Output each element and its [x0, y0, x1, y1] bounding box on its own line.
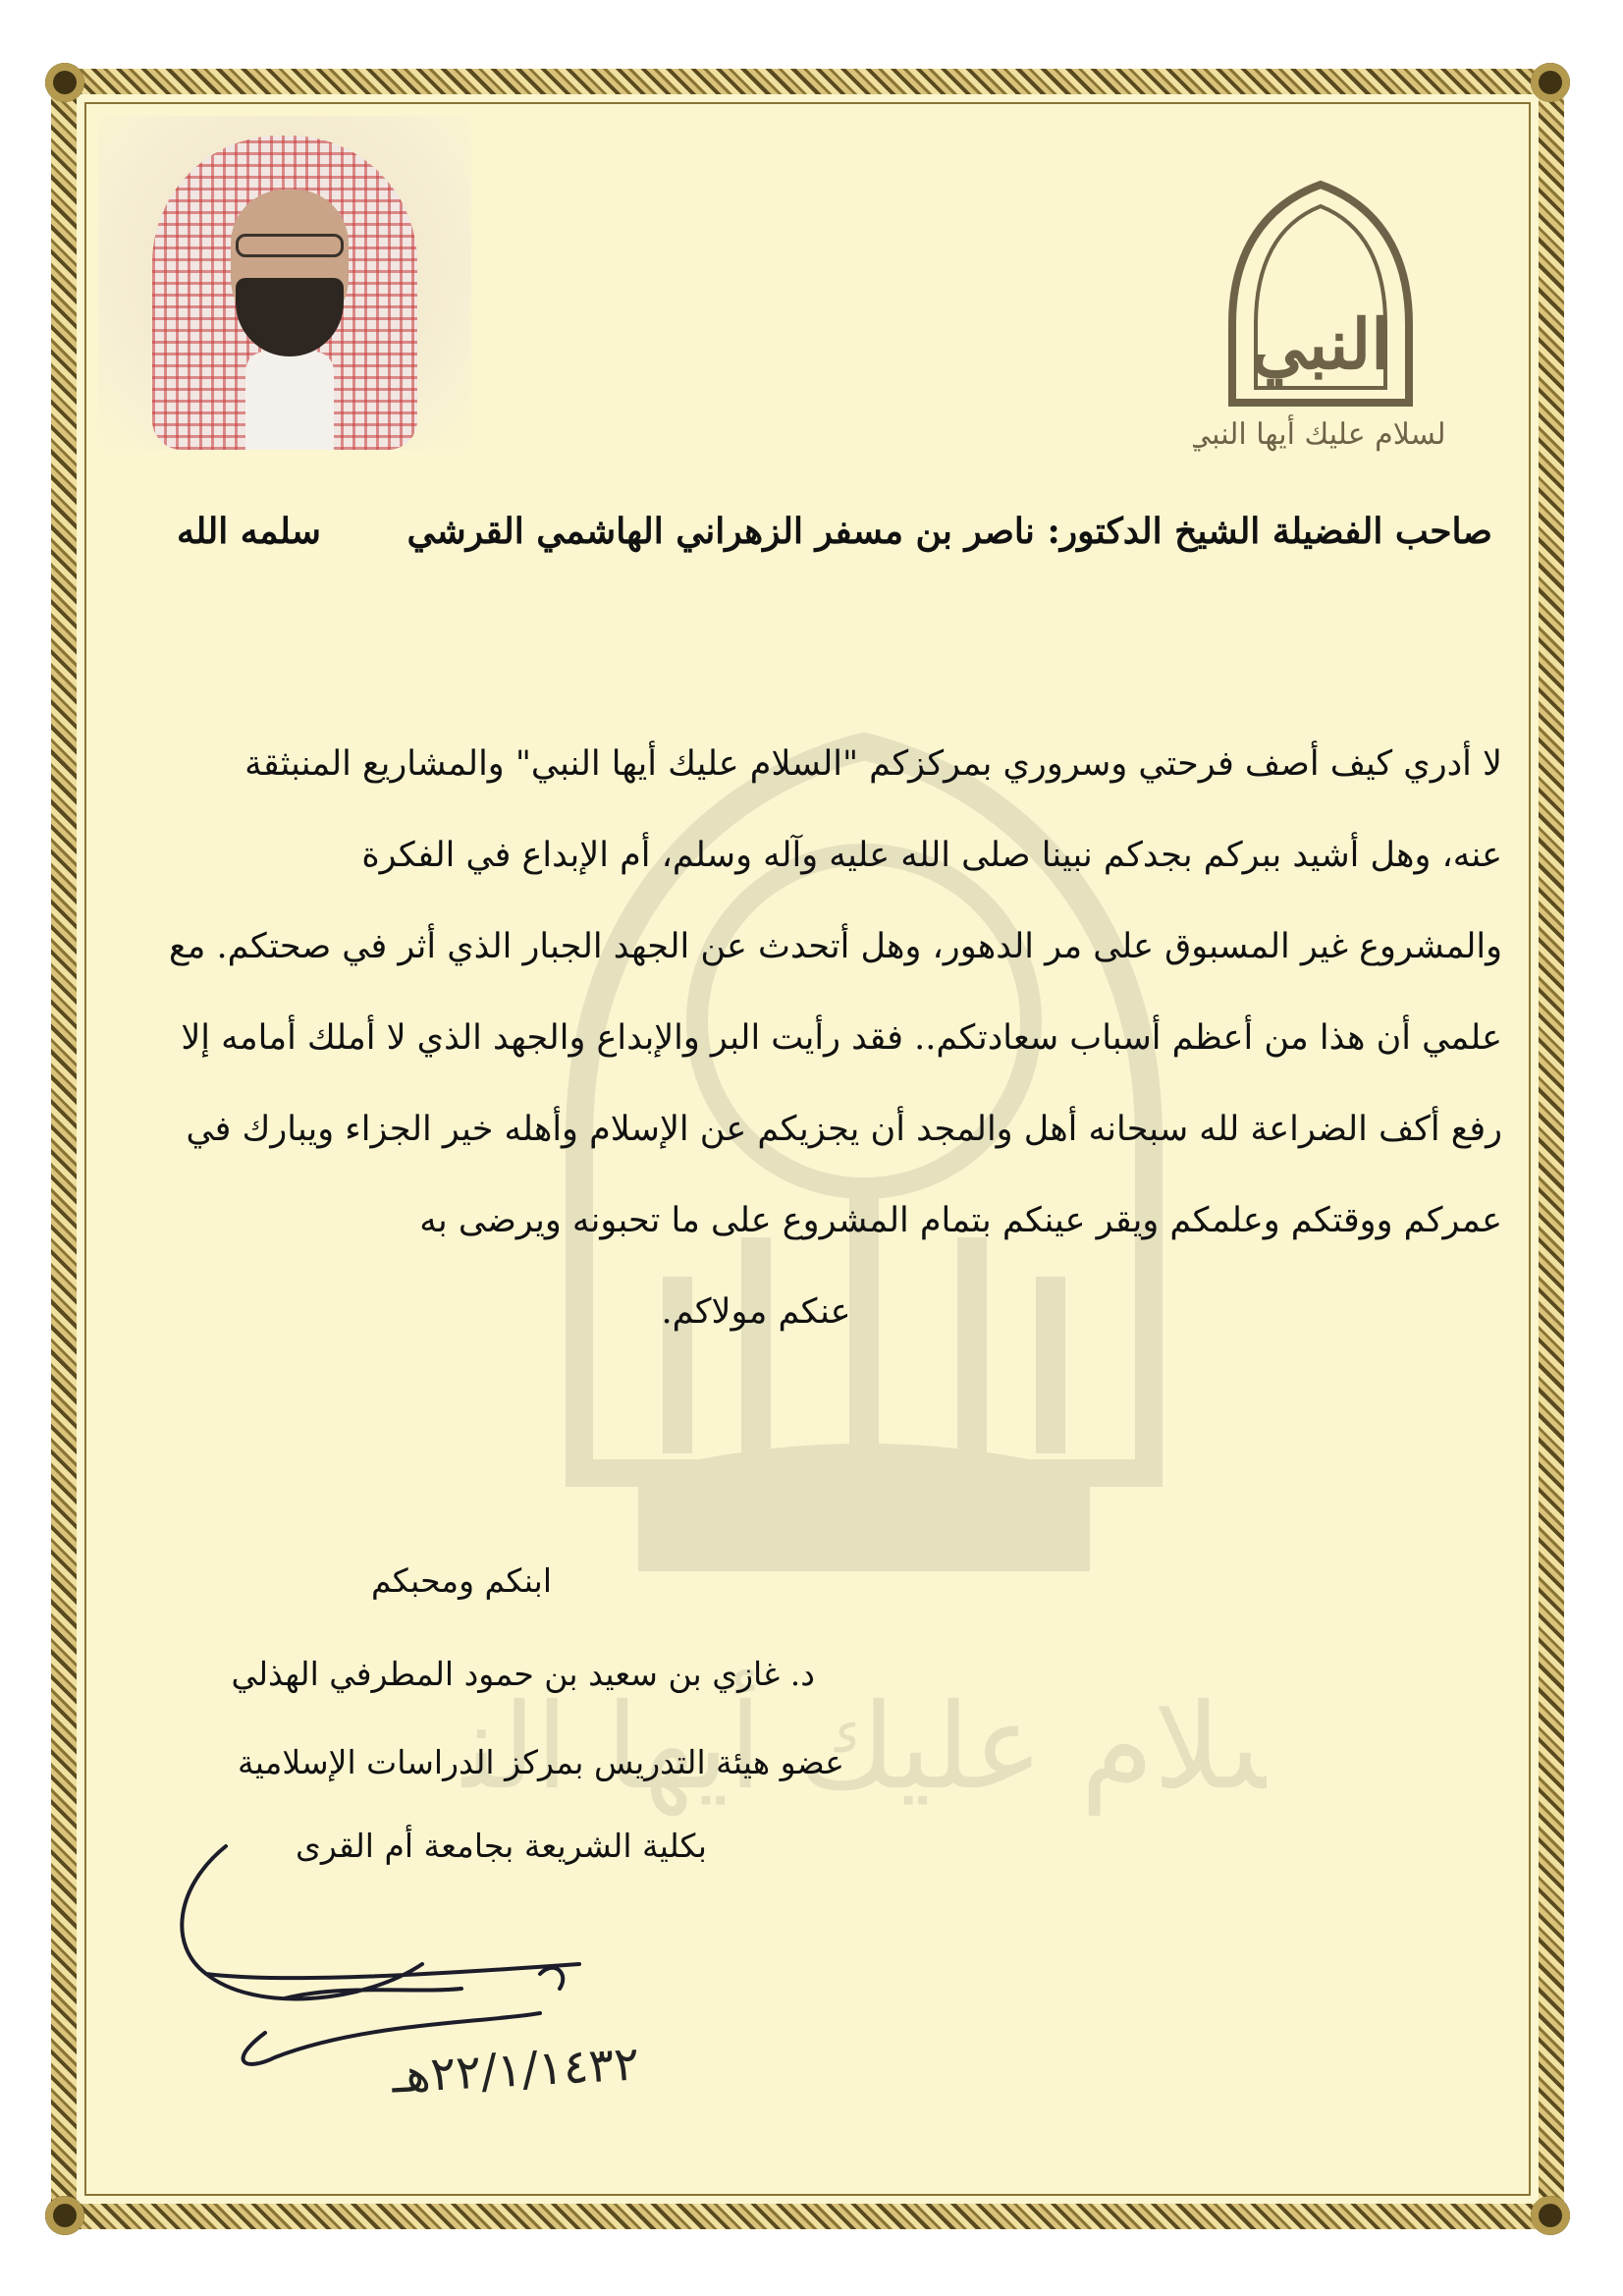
letter-body [167, 719, 1502, 1358]
logo-caption: السلام عليك أيها النبي [1193, 417, 1448, 452]
center-logo [1193, 177, 1448, 462]
signatory-college: بكلية الشريعة بجامعة أم القرى [296, 1827, 707, 1865]
frame-corner-ornament [45, 2196, 84, 2235]
letter-line: رفع أكف الضراعة لله سبحانه أهل والمجد أن يجزيكم عن الإسلام وأهله خير الجزاء ويبارك في [186, 1110, 1502, 1149]
watermark-caption: لام عليك أيها الن [463, 1679, 1224, 1816]
portrait-glasses [236, 234, 344, 257]
frame-corner-ornament [1531, 2196, 1570, 2235]
letter-line: لا أدري كيف أصف فرحتي وسروري بمركزكم "السلام عليك أيها النبي" والمشاريع المنبثقة [244, 744, 1502, 784]
letter-line: علمي أن هذا من أعظم أسباب سعادتكم.. فقد رأيت البر والإبداع والجهد الذي لا أملك أمامه إلا [181, 1018, 1502, 1058]
frame-corner-ornament [45, 63, 84, 102]
signatory-name: د. غازي بن سعيد بن حمود المطرفي الهذلي [231, 1655, 815, 1693]
portrait-photo [98, 116, 471, 450]
signature-date: ٢٢/١/١٤٣٢هـ [390, 2036, 641, 2105]
portrait-garment [245, 352, 334, 450]
addressee-title: صاحب الفضيلة الشيخ الدكتور: ناصر بن مسفر الزهراني الهاشمي القرشي [406, 511, 1492, 552]
signatory-title: عضو هيئة التدريس بمركز الدراسات الإسلامية [238, 1743, 844, 1781]
closing-phrase: ابنكم ومحبكم [370, 1561, 553, 1600]
logo-symbol: النبي [1251, 303, 1390, 385]
addressee-line [177, 511, 1492, 570]
letter-line: عنه، وهل أشيد ببركم بجدكم نبينا صلى الله عليه وآله وسلم، أم الإبداع في الفكرة [361, 836, 1502, 875]
letter-line: عنكم مولاكم. [661, 1292, 851, 1332]
letter-line: عمركم ووقتكم وعلمكم ويقر عينكم بتمام المشروع على ما تحبونه ويرضى به [419, 1201, 1502, 1240]
addressee-closing: سلمه الله [177, 511, 321, 552]
frame-corner-ornament [1531, 63, 1570, 102]
letter-line: والمشروع غير المسبوق على مر الدهور، وهل أتحدث عن الجهد الجبار الذي أثر في صحتكم. مع [169, 927, 1502, 966]
